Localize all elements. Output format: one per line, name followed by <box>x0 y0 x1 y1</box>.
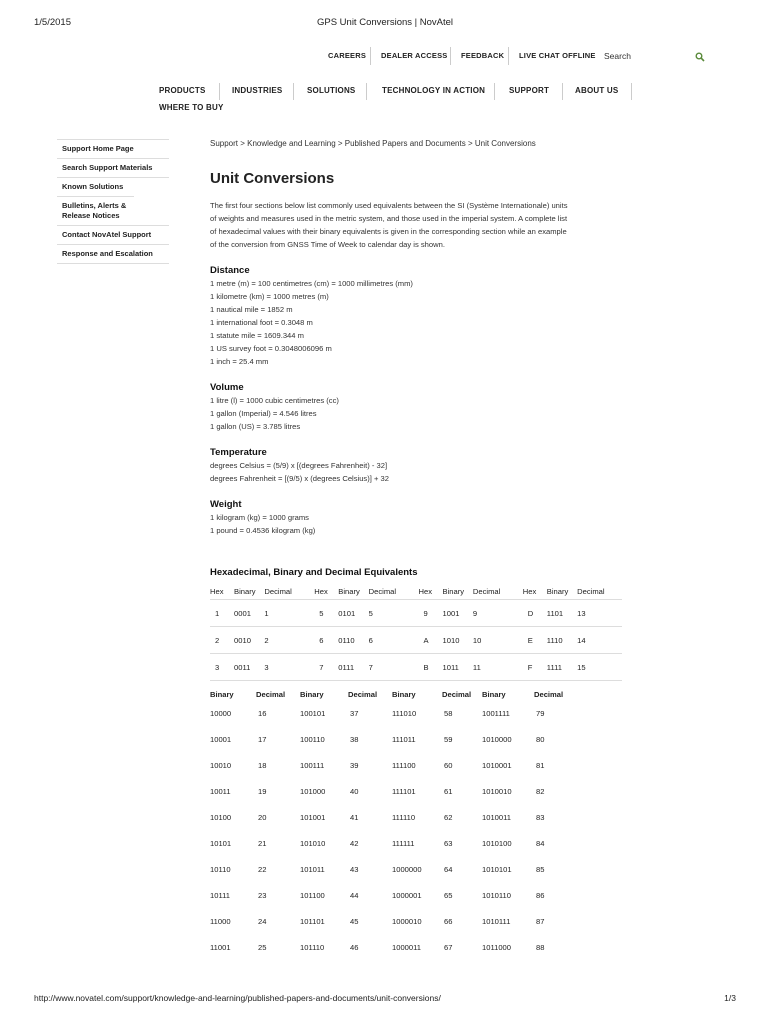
table-cell: 62 <box>444 812 453 822</box>
table-cell: 17 <box>258 734 267 744</box>
table-cell: 44 <box>350 890 359 900</box>
table-cell: 79 <box>536 708 545 718</box>
table-cell: 15 <box>577 654 622 681</box>
nav-divider <box>562 83 563 100</box>
table-cell: 81 <box>536 760 545 770</box>
conversion-line: 1 metre (m) = 100 centimetres (cm) = 1000 millimetres (mm) <box>210 279 413 288</box>
column-header: Binary <box>210 689 234 699</box>
conversion-line: 1 statute mile = 1609.344 m <box>210 331 304 340</box>
nav-divider <box>508 47 509 65</box>
table-cell: 10000 <box>210 708 232 718</box>
table-cell: 101110 <box>300 942 325 952</box>
conversion-line: 1 kilogram (kg) = 1000 grams <box>210 513 309 522</box>
table-cell: 82 <box>536 786 545 796</box>
nav-divider <box>494 83 495 100</box>
table-cell: 0110 <box>338 627 368 654</box>
breadcrumb[interactable]: Support > Knowledge and Learning > Published Papers and Documents > Unit Conversions <box>210 139 536 148</box>
print-url: http://www.novatel.com/support/knowledge-and-learning/published-papers-and-documents/unit-conversions/ <box>34 993 441 1003</box>
table-cell: B <box>419 654 443 681</box>
sidebar-item-support-home[interactable]: Support Home Page <box>57 139 169 158</box>
table-row <box>210 830 576 856</box>
table-cell: 22 <box>258 864 267 874</box>
column-header: Decimal <box>473 583 523 600</box>
table-cell: 41 <box>350 812 359 822</box>
table-cell: 1001111 <box>482 708 510 718</box>
table-cell: 24 <box>258 916 267 926</box>
table-cell: 1101 <box>547 600 577 627</box>
table-cell: 111011 <box>392 734 416 744</box>
table-cell: 1011 <box>443 654 473 681</box>
conversion-line: 1 US survey foot = 0.3048006096 m <box>210 344 332 353</box>
table-cell: 101101 <box>300 916 325 926</box>
table-cell: 64 <box>444 864 453 874</box>
table-cell: 1010011 <box>482 812 511 822</box>
column-header: Decimal <box>577 583 622 600</box>
print-date: 1/5/2015 <box>34 17 71 28</box>
table-header-row <box>210 688 576 700</box>
nav-solutions[interactable]: SOLUTIONS <box>307 86 356 95</box>
table-cell: F <box>523 654 547 681</box>
table-cell: 42 <box>350 838 359 848</box>
table-cell: 9 <box>473 600 523 627</box>
table-cell: 65 <box>444 890 453 900</box>
table-row <box>210 882 576 908</box>
nav-divider <box>366 83 367 100</box>
table-cell: 11000 <box>210 916 231 926</box>
table-cell: 100101 <box>300 708 326 718</box>
column-header: Binary <box>392 689 416 699</box>
table-cell: 10010 <box>210 760 232 770</box>
hex-table-title: Hexadecimal, Binary and Decimal Equivalents <box>210 567 418 578</box>
table-cell: 111101 <box>392 786 416 796</box>
nav-divider <box>450 47 451 65</box>
nav-where-to-buy[interactable]: WHERE TO BUY <box>159 103 224 112</box>
table-cell: 13 <box>577 600 622 627</box>
table-row <box>210 778 576 804</box>
table-cell: 101011 <box>300 864 325 874</box>
conversion-list <box>210 277 570 368</box>
nav-divider <box>631 83 632 100</box>
table-cell: 1010010 <box>482 786 512 796</box>
table-cell: 1011000 <box>482 942 511 952</box>
column-header: Decimal <box>256 689 286 699</box>
sidebar-item-contact-support[interactable]: Contact NovAtel Support <box>57 225 169 244</box>
table-cell: 1000011 <box>392 942 421 952</box>
nav-industries[interactable]: INDUSTRIES <box>232 86 283 95</box>
table-cell: E <box>523 627 547 654</box>
table-cell: 88 <box>536 942 545 952</box>
table-cell: 10 <box>473 627 523 654</box>
table-cell: 10100 <box>210 812 232 822</box>
conversion-line: 1 kilometre (km) = 1000 metres (m) <box>210 292 329 301</box>
table-cell: 19 <box>258 786 267 796</box>
table-cell: 1000000 <box>392 864 422 874</box>
table-header-row <box>210 583 622 600</box>
table-cell: 11 <box>473 654 523 681</box>
intro-paragraph: The first four sections below list commonly used equivalents between the SI (Système Internationale) units of weights and measures used in the metric system, and those used in the imperial system. A complete list of hexadecimal values with their binary equivalents is given in the corresponding section while an example of the conversion from GNSS Time of Week to calendar day is shown. <box>210 201 568 249</box>
conversion-line: 1 gallon (Imperial) = 4.546 litres <box>210 409 317 418</box>
column-header: Hex <box>314 583 338 600</box>
table-cell: 1010001 <box>482 760 512 770</box>
table-cell: 9 <box>419 600 443 627</box>
column-header: Decimal <box>442 689 472 699</box>
table-cell: 66 <box>444 916 453 926</box>
table-cell: 80 <box>536 734 545 744</box>
table-cell: 1 <box>210 600 234 627</box>
nav-divider <box>370 47 371 65</box>
column-header: Hex <box>210 583 234 600</box>
conversion-line: 1 nautical mile = 1852 m <box>210 305 293 314</box>
table-row <box>210 752 576 778</box>
nav-live-chat[interactable]: LIVE CHAT OFFLINE <box>519 51 596 60</box>
main-content <box>210 139 570 537</box>
table-cell: 40 <box>350 786 359 796</box>
table-cell: 83 <box>536 812 545 822</box>
table-cell: A <box>419 627 443 654</box>
table-cell: 101000 <box>300 786 326 796</box>
table-cell: 1000001 <box>392 890 422 900</box>
table-cell: 1010 <box>443 627 473 654</box>
column-header: Decimal <box>264 583 314 600</box>
table-cell: 45 <box>350 916 359 926</box>
table-row <box>210 654 622 681</box>
table-cell: 5 <box>369 600 419 627</box>
column-header: Decimal <box>534 689 564 699</box>
print-title: GPS Unit Conversions | NovAtel <box>316 17 454 28</box>
section-heading: Volume <box>210 382 244 393</box>
section-heading: Weight <box>210 499 242 510</box>
table-cell: 58 <box>444 708 453 718</box>
table-cell: 63 <box>444 838 453 848</box>
column-header: Hex <box>523 583 547 600</box>
table-cell: 1010100 <box>482 838 512 848</box>
nav-divider <box>219 83 220 100</box>
table-cell: 101001 <box>300 812 326 822</box>
table-row <box>210 856 576 882</box>
column-header: Decimal <box>348 689 378 699</box>
table-cell: 85 <box>536 864 545 874</box>
table-cell: 0011 <box>234 654 264 681</box>
table-cell: 1010111 <box>482 916 511 926</box>
nav-dealer-access[interactable]: DEALER ACCESS <box>381 51 448 60</box>
table-cell: 1111 <box>547 654 577 681</box>
conversion-list <box>210 394 570 433</box>
table-cell: 5 <box>314 600 338 627</box>
table-cell: 10111 <box>210 890 230 900</box>
table-cell: 1110 <box>547 627 577 654</box>
conversion-line: degrees Fahrenheit = [(9/5) x (degrees Celsius)] + 32 <box>210 474 389 483</box>
table-cell: 16 <box>258 708 267 718</box>
table-cell: 87 <box>536 916 545 926</box>
table-cell: 25 <box>258 942 267 952</box>
table-cell: 0001 <box>234 600 264 627</box>
column-header: Binary <box>443 583 473 600</box>
table-cell: 18 <box>258 760 267 770</box>
section-heading: Distance <box>210 265 250 276</box>
conversion-line: 1 international foot = 0.3048 m <box>210 318 313 327</box>
column-header: Binary <box>482 689 506 699</box>
table-row <box>210 726 576 752</box>
table-cell: D <box>523 600 547 627</box>
table-cell: 86 <box>536 890 545 900</box>
nav-products[interactable]: PRODUCTS <box>159 86 206 95</box>
table-cell: 43 <box>350 864 359 874</box>
table-cell: 6 <box>369 627 419 654</box>
nav-careers[interactable]: CAREERS <box>328 51 367 60</box>
table-cell: 10011 <box>210 786 231 796</box>
table-cell: 1001 <box>443 600 473 627</box>
table-cell: 111110 <box>392 812 416 822</box>
table-cell: 46 <box>350 942 359 952</box>
table-cell: 100111 <box>300 760 325 770</box>
table-cell: 67 <box>444 942 453 952</box>
table-cell: 23 <box>258 890 267 900</box>
table-cell: 38 <box>350 734 359 744</box>
search-icon[interactable] <box>695 52 705 62</box>
sidebar-item-bulletins[interactable]: Bulletins, Alerts & Release Notices <box>57 196 134 225</box>
column-header: Binary <box>547 583 577 600</box>
table-cell: 10110 <box>210 864 231 874</box>
conversion-line: 1 litre (l) = 1000 cubic centimetres (cc) <box>210 396 339 405</box>
table-cell: 100110 <box>300 734 325 744</box>
column-header: Decimal <box>369 583 419 600</box>
section-heading: Temperature <box>210 447 267 458</box>
table-cell: 0010 <box>234 627 264 654</box>
table-cell: 1010110 <box>482 890 511 900</box>
nav-support[interactable]: SUPPORT <box>509 86 550 95</box>
table-cell: 59 <box>444 734 453 744</box>
table-cell: 3 <box>264 654 314 681</box>
column-header: Binary <box>234 583 264 600</box>
column-header: Binary <box>338 583 368 600</box>
column-header: Binary <box>300 689 324 699</box>
table-row <box>210 627 622 654</box>
table-cell: 1 <box>264 600 314 627</box>
table-row <box>210 934 576 960</box>
table-cell: 20 <box>258 812 267 822</box>
table-cell: 0111 <box>338 654 368 681</box>
binary-table <box>210 688 576 960</box>
page-number: 1/3 <box>724 993 736 1003</box>
table-cell: 10101 <box>210 838 232 848</box>
table-cell: 1010101 <box>482 864 512 874</box>
table-cell: 1000010 <box>392 916 422 926</box>
nav-about-us[interactable]: ABOUT US <box>575 86 619 95</box>
table-cell: 101010 <box>300 838 326 848</box>
conversion-list <box>210 459 570 485</box>
nav-divider <box>293 83 294 100</box>
table-cell: 7 <box>369 654 419 681</box>
conversion-line: 1 inch = 25.4 mm <box>210 357 269 366</box>
table-row <box>210 700 576 726</box>
conversion-list <box>210 511 570 537</box>
table-cell: 84 <box>536 838 545 848</box>
nav-feedback[interactable]: FEEDBACK <box>461 51 505 60</box>
table-cell: 11001 <box>210 942 231 952</box>
conversion-line: 1 gallon (US) = 3.785 litres <box>210 422 301 431</box>
table-cell: 111100 <box>392 760 416 770</box>
table-cell: 2 <box>210 627 234 654</box>
hex-table <box>210 583 622 681</box>
sidebar-item-response-escalation[interactable]: Response and Escalation <box>57 244 169 264</box>
table-cell: 10001 <box>210 734 232 744</box>
table-cell: 7 <box>314 654 338 681</box>
table-cell: 1010000 <box>482 734 512 744</box>
table-cell: 14 <box>577 627 622 654</box>
column-header: Hex <box>419 583 443 600</box>
sidebar <box>57 139 169 264</box>
table-cell: 61 <box>444 786 453 796</box>
table-row <box>210 908 576 934</box>
table-cell: 0101 <box>338 600 368 627</box>
conversion-line: degrees Celsius = (5/9) x [(degrees Fahrenheit) - 32] <box>210 461 388 470</box>
table-cell: 3 <box>210 654 234 681</box>
table-cell: 2 <box>264 627 314 654</box>
table-row <box>210 600 622 627</box>
table-cell: 37 <box>350 708 359 718</box>
table-cell: 111010 <box>392 708 417 718</box>
table-cell: 21 <box>258 838 267 848</box>
conversion-line: 1 pound = 0.4536 kilogram (kg) <box>210 526 316 535</box>
sidebar-item-search-support[interactable]: Search Support Materials <box>57 158 169 177</box>
table-cell: 60 <box>444 760 453 770</box>
table-row <box>210 804 576 830</box>
table-cell: 39 <box>350 760 359 770</box>
table-cell: 101100 <box>300 890 325 900</box>
search-input[interactable]: Search <box>604 51 631 61</box>
sidebar-item-known-solutions[interactable]: Known Solutions <box>57 177 169 196</box>
table-cell: 111111 <box>392 838 415 848</box>
nav-technology[interactable]: TECHNOLOGY IN ACTION <box>382 86 486 95</box>
table-cell: 6 <box>314 627 338 654</box>
page-title: Unit Conversions <box>210 170 335 187</box>
conversion-sections <box>210 265 570 537</box>
